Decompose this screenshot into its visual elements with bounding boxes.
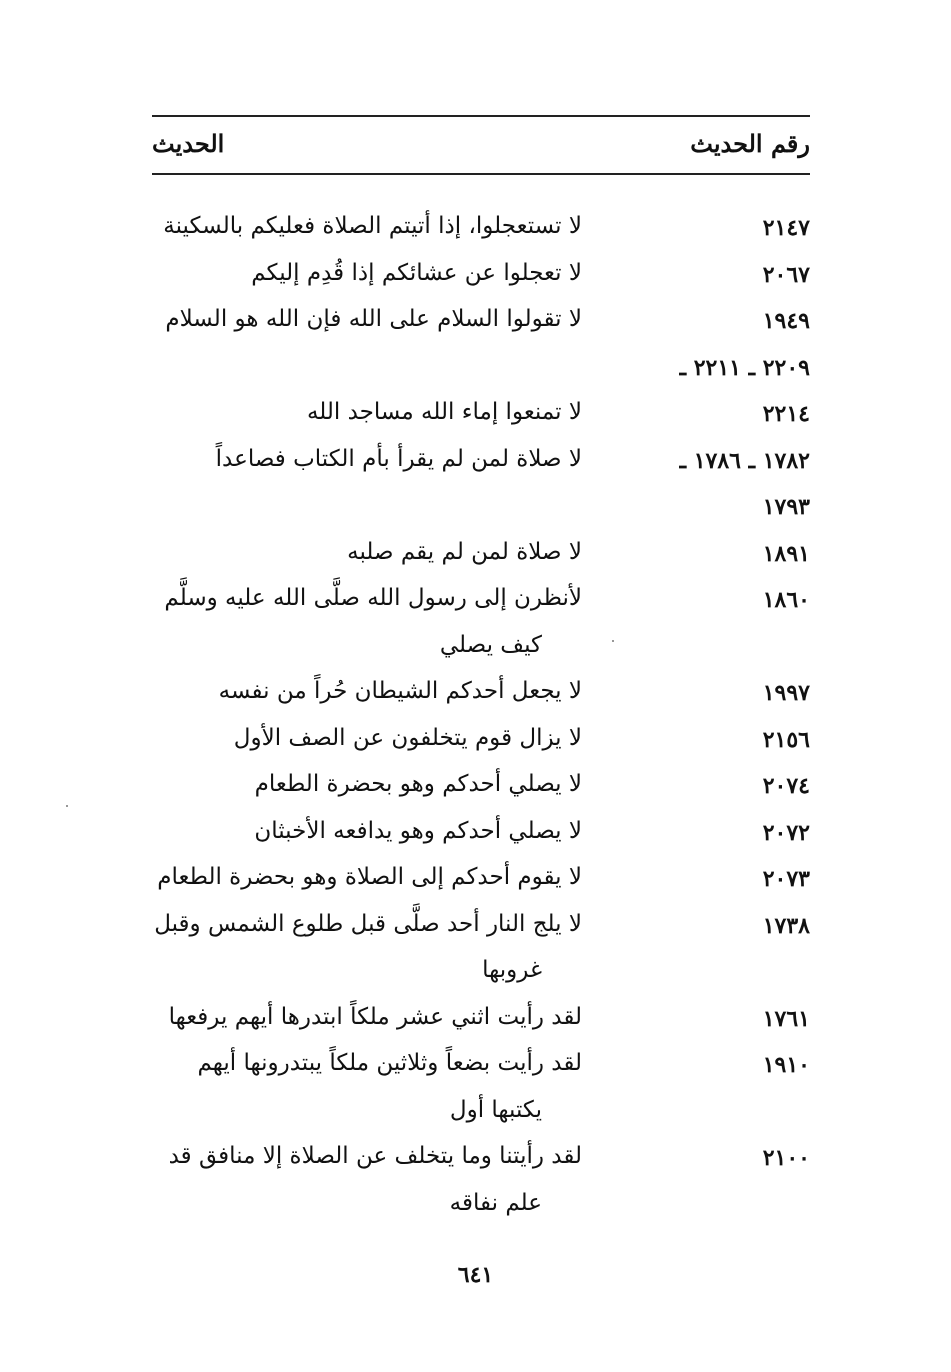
hadith-text-line: لقد رأيت اثني عشر ملكاً ابتدرها أيهم يرفعها [168, 1003, 582, 1030]
index-row [152, 296, 810, 343]
hadith-number: ١٧٣٨ [762, 912, 810, 939]
header-bottom-rule [152, 173, 810, 175]
hadith-text-line: لا يزال قوم يتخلفون عن الصف الأول [233, 724, 582, 751]
hadith-text-line: لا يجعل أحدكم الشيطان حُراً من نفسه [218, 678, 582, 704]
hadith-text-line: يكتبها أول [449, 1096, 542, 1123]
hadith-number: ٢٠٧٤ [762, 773, 810, 799]
hadith-text [152, 296, 582, 343]
table-header [152, 123, 810, 167]
hadith-text-line [152, 343, 582, 390]
hadith-text [152, 994, 582, 1041]
index-row [152, 250, 810, 297]
index-row [152, 482, 810, 529]
hadith-text-line: لا يلج النار أحد صلَّى قبل طلوع الشمس وقبل [154, 910, 582, 937]
hadith-number: ١٧٦١ [762, 1005, 810, 1032]
index-row [152, 761, 810, 808]
hadith-number: ٢٠٦٧ [762, 261, 810, 288]
hadith-number: ٢٠٧٣ [762, 866, 810, 892]
index-row [152, 668, 810, 715]
index-row [152, 901, 810, 994]
hadith-number: ١٩١٠ [762, 1052, 810, 1078]
hadith-text-line: لا تعجلوا عن عشائكم إذا قُدِم إليكم [251, 259, 582, 286]
hadith-text-line: لا يصلي أحدكم وهو بحضرة الطعام [254, 771, 582, 797]
index-row [152, 343, 810, 390]
hadith-text-line: لقد رأيت بضعاً وثلاثين ملكاً يبتدرونها أيهم [197, 1050, 582, 1076]
hadith-number: ٢١٤٧ [762, 215, 810, 241]
scan-speck [66, 805, 68, 807]
hadith-text [152, 1133, 582, 1226]
hadith-number: ١٧٩٣ [762, 494, 810, 520]
hadith-text-line: كيف يصلي [439, 631, 542, 658]
header-text-column: الحديث [152, 129, 225, 158]
hadith-number: ٢١٠٠ [762, 1145, 810, 1171]
hadith-text [152, 203, 582, 250]
hadith-text [152, 1040, 582, 1133]
hadith-text [152, 529, 582, 576]
hadith-text-line: لأنظرن إلى رسول الله صلَّى الله عليه وسلَّم [164, 585, 582, 611]
index-row [152, 529, 810, 576]
header-number-column: رقم الحديث [690, 129, 810, 158]
hadith-text [152, 761, 582, 808]
hadith-text [152, 250, 582, 297]
index-row [152, 436, 810, 483]
hadith-text [152, 854, 582, 901]
hadith-text [152, 436, 582, 483]
index-row [152, 808, 810, 855]
hadith-number: ٢١٥٦ [762, 726, 810, 753]
hadith-text [152, 389, 582, 436]
hadith-index-list [152, 203, 810, 1226]
hadith-text-line: لا صلاة لمن لم يقرأ بأم الكتاب فصاعداً [215, 445, 582, 472]
hadith-text [152, 575, 582, 668]
hadith-text [152, 482, 582, 529]
hadith-number: ١٩٩٧ [762, 680, 810, 706]
scan-speck [612, 640, 614, 642]
hadith-text-line: لا تمنعوا إماء الله مساجد الله [306, 399, 582, 425]
hadith-text-line: لا تقولوا السلام على الله فإن الله هو السلام [165, 306, 582, 332]
hadith-number: ١٩٤٩ [762, 308, 810, 334]
hadith-text [152, 668, 582, 715]
hadith-text-line: لا صلاة لمن لم يقم صلبه [347, 538, 582, 565]
index-row [152, 854, 810, 901]
index-row [152, 575, 810, 668]
header-top-rule [152, 115, 810, 117]
index-row [152, 994, 810, 1041]
index-row [152, 1133, 810, 1226]
hadith-number: ١٨٦٠ [762, 587, 810, 613]
hadith-text-line: علم نفاقه [449, 1189, 542, 1216]
hadith-text-line: لقد رأيتنا وما يتخلف عن الصلاة إلا منافق قد [168, 1143, 582, 1169]
hadith-number: ٢٠٧٢ [762, 819, 810, 846]
index-row [152, 389, 810, 436]
hadith-text-line [152, 482, 582, 529]
hadith-number: ١٨٩١ [762, 540, 810, 567]
hadith-text [152, 343, 582, 390]
hadith-text [152, 901, 582, 994]
index-row [152, 1040, 810, 1133]
page-number: ٦٤١ [457, 1262, 494, 1288]
hadith-text [152, 808, 582, 855]
hadith-text-line: لا يصلي أحدكم وهو يدافعه الأخبثان [254, 817, 582, 844]
hadith-text-line: لا يقوم أحدكم إلى الصلاة وهو بحضرة الطعام [157, 864, 582, 890]
hadith-text [152, 715, 582, 762]
hadith-text-line: غروبها [482, 957, 542, 983]
hadith-number: ١٧٨٢ ـ ١٧٨٦ ـ [679, 447, 810, 474]
hadith-text-line: لا تستعجلوا، إذا أتيتم الصلاة فعليكم بالسكينة [163, 213, 582, 239]
index-row [152, 715, 810, 762]
hadith-number: ٢٢٠٩ ـ ٢٢١١ ـ [679, 354, 810, 381]
index-row [152, 203, 810, 250]
hadith-number: ٢٢١٤ [762, 401, 810, 427]
